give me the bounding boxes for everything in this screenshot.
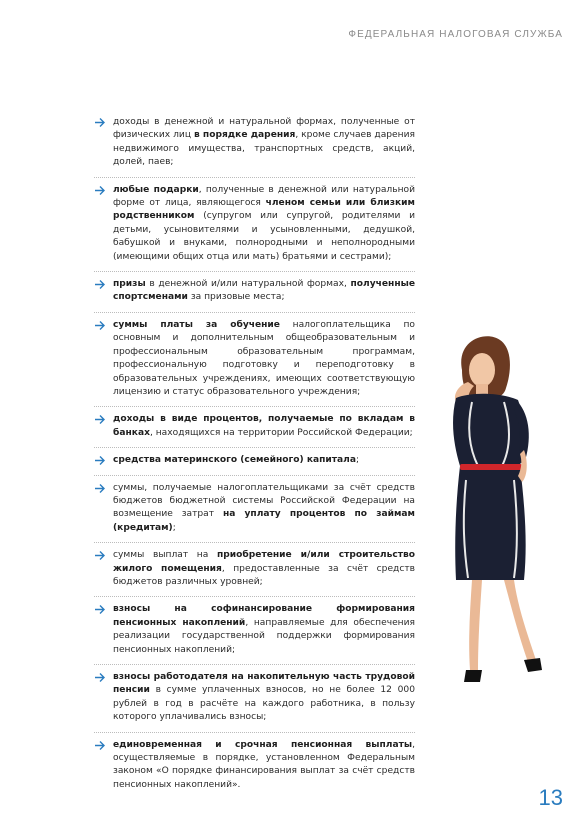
- list-item-text: [113, 671, 415, 725]
- right-leg: [504, 580, 536, 662]
- text-run: в денежной и/или натуральной формах,: [145, 279, 351, 290]
- list-item: [94, 116, 415, 178]
- bold-phrase: суммы платы за обучение: [113, 319, 280, 330]
- list-item-text: [113, 454, 415, 467]
- bold-phrase: взносы работодателя на накопительную часть трудовой пенсии: [113, 672, 415, 696]
- woman-photo: [420, 330, 570, 700]
- arrow-right-icon: [94, 185, 106, 196]
- page-header-title: ФЕДЕРАЛЬНАЯ НАЛОГОВАЯ СЛУЖБА: [348, 29, 563, 40]
- list-item-text: [113, 184, 415, 264]
- text-run: ;: [172, 522, 176, 533]
- text-run: за призовые места;: [187, 292, 285, 303]
- text-run: , находящихся на территории Российской Федерации;: [149, 427, 413, 438]
- text-run: суммы, получаемые налогоплательщиками за счёт средств бюджетов бюджетной системы Российской Федерации на возмещение затрат: [113, 482, 415, 520]
- bold-phrase: членом семьи или близким родственником: [113, 198, 415, 222]
- arrow-right-icon: [94, 550, 106, 561]
- arrow-right-icon: [94, 117, 106, 128]
- text-run: в сумме уплаченных взносов, но не более 12 000 рублей в год в расчёте на каждого работника, в пользу которого уплачивались взносы;: [113, 685, 415, 723]
- text-run: , полученные в денежной или натуральной форме от лица, являющегося: [113, 184, 415, 209]
- bold-phrase: приобретение и/или строительство жилого помещения: [113, 550, 415, 574]
- list-item-text: [113, 739, 415, 793]
- list-item: [94, 454, 415, 475]
- text-run: доходы в денежной и натуральной формах, полученные от физических лиц: [113, 117, 415, 141]
- arrow-right-icon: [94, 672, 106, 683]
- text-run: , предоставленные за счёт средств бюджетов различных уровней;: [113, 563, 415, 587]
- list-item: [94, 278, 415, 313]
- income-list: [94, 116, 415, 805]
- right-shoe: [524, 658, 542, 672]
- bold-phrase: полученные спортсменами: [113, 279, 415, 303]
- page-number: 13: [538, 785, 563, 810]
- list-item-text: [113, 319, 415, 399]
- text-run: налогоплательщика по основным и дополнительным общеобразовательным и профессиональным образовательным программам, профессиональную подготовку и переподготовку в образовательных учреждениях, имеющих соответствующую лицензию и статус образовательного учреждения;: [113, 319, 415, 397]
- red-belt: [460, 464, 522, 470]
- list-item-text: [113, 278, 415, 305]
- bold-phrase: призы: [113, 279, 146, 290]
- list-item-text: [113, 116, 415, 170]
- text-run: ;: [355, 455, 360, 466]
- list-item: [94, 671, 415, 733]
- text-run: , кроме случаев дарения недвижимого имущества, транспортных средств, акций, долей, паев;: [113, 130, 415, 168]
- bold-phrase: единовременная и срочная пенсионная выплаты: [113, 739, 413, 750]
- arrow-right-icon: [94, 414, 106, 425]
- left-shoe: [464, 670, 482, 682]
- text-run: суммы выплат на: [113, 550, 217, 561]
- list-item: [94, 413, 415, 448]
- bold-phrase: в порядке дарения: [193, 130, 296, 141]
- list-item: [94, 319, 415, 407]
- list-item-text: [113, 413, 415, 440]
- list-item: [94, 184, 415, 272]
- list-item-text: [113, 482, 415, 536]
- bold-phrase: средства материнского (семейного) капитала: [113, 455, 356, 466]
- list-item: [94, 739, 415, 800]
- bold-phrase: на уплату процентов по займам (кредитам): [113, 509, 415, 533]
- face: [469, 353, 495, 387]
- arrow-right-icon: [94, 455, 106, 466]
- text-run: , осуществляемые в порядке, установленном Федеральным законом «О порядке финансирования выплат за счёт средств пенсионных накоплений».: [113, 739, 415, 790]
- list-item: [94, 549, 415, 597]
- list-item: [94, 603, 415, 665]
- text-run: , направляемые для обеспечения реализации государственной поддержки формирования пенсионных накоплений;: [113, 617, 415, 655]
- left-leg: [469, 580, 482, 670]
- list-item-text: [113, 603, 415, 657]
- bold-phrase: взносы на софинансирование формирования пенсионных накоплений: [113, 604, 415, 628]
- arrow-right-icon: [94, 740, 106, 751]
- bold-phrase: любые подарки: [113, 184, 199, 195]
- bold-phrase: доходы в виде процентов, получаемые по вкладам в банках: [113, 414, 415, 438]
- arrow-right-icon: [94, 483, 106, 494]
- arrow-right-icon: [94, 320, 106, 331]
- arrow-right-icon: [94, 604, 106, 615]
- text-run: (супругом или супругой, родителями и детьми, усыновителями и усыновленными, дедушкой, бабушкой и внуками, полнородными и неполнородными (имеющими общих отца или мать) братьями и сестрами);: [113, 211, 415, 262]
- arrow-right-icon: [94, 279, 106, 290]
- list-item: [94, 482, 415, 544]
- list-item-text: [113, 549, 415, 589]
